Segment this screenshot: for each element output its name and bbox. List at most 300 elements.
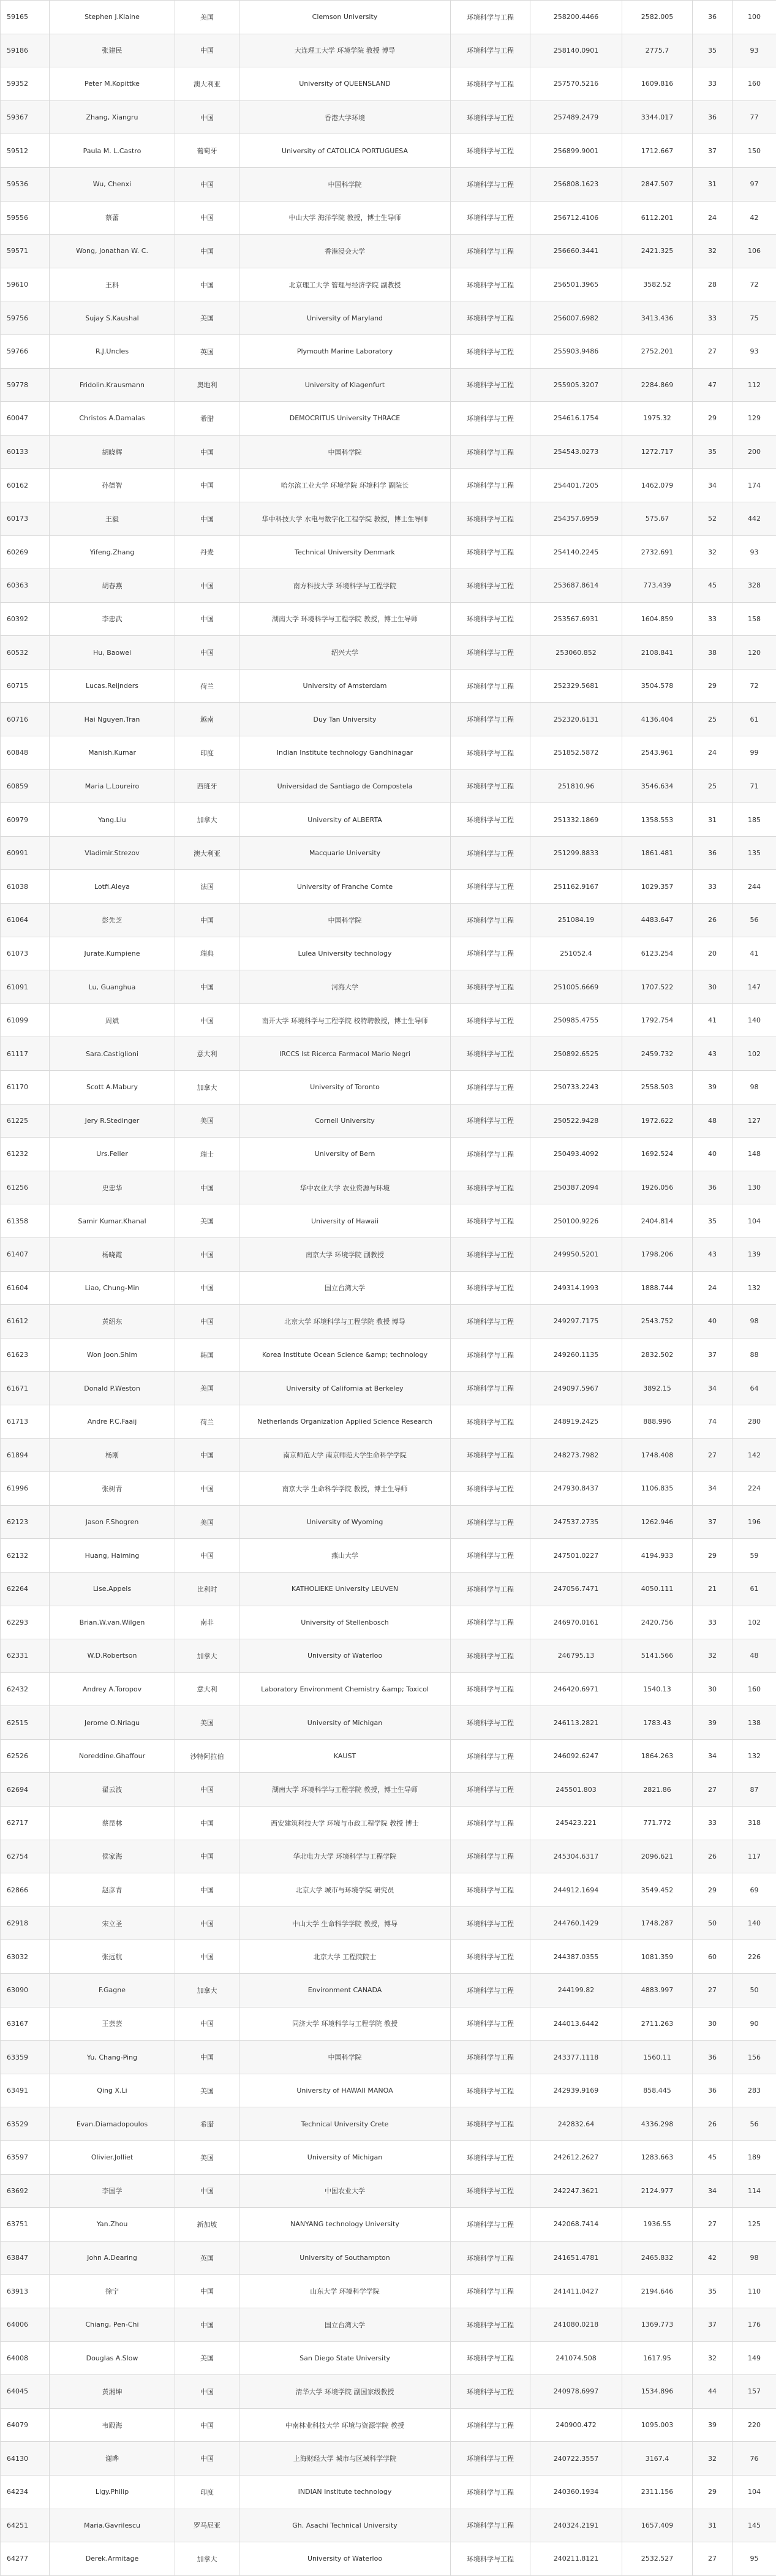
h-index-cell: 25 [693,769,733,803]
institution-cell: University of Waterloo [239,1639,451,1673]
table-row [1,1338,776,1372]
avg-citation-cell: 2194.646 [622,2275,693,2308]
country-cell: 中国 [175,636,239,670]
institution-cell: 中国科学院 [239,2041,451,2074]
institution-cell: Universidad de Santiago de Compostela [239,769,451,803]
rank-cell: 60979 [1,803,50,837]
field-cell: 环境科学与工程 [451,1539,530,1573]
h-index-cell: 35 [693,435,733,469]
avg-citation-cell: 6112.201 [622,201,693,235]
field-cell: 环境科学与工程 [451,1739,530,1773]
field-cell: 环境科学与工程 [451,1472,530,1506]
field-cell: 环境科学与工程 [451,1338,530,1372]
institution-cell: University of Waterloo [239,2542,451,2576]
h-index-cell: 24 [693,201,733,235]
avg-citation-cell: 1609.816 [622,67,693,101]
score-cell: 242612.2627 [530,2141,622,2175]
country-cell: 美国 [175,1706,239,1740]
score-cell: 244013.6442 [530,2007,622,2041]
country-cell: 中国 [175,2408,239,2442]
institution-cell: Technical University Denmark [239,535,451,569]
name-cell: Olivier.Jolliet [50,2141,175,2175]
field-cell: 环境科学与工程 [451,803,530,837]
papers-cell: 132 [733,1271,776,1305]
rank-cell: 63751 [1,2208,50,2242]
rank-cell: 59756 [1,301,50,335]
country-cell: 中国 [175,1237,239,1271]
name-cell: Scott A.Mabury [50,1071,175,1105]
papers-cell: 148 [733,1138,776,1171]
field-cell: 环境科学与工程 [451,569,530,603]
name-cell: Samir Kumar.Khanal [50,1204,175,1238]
name-cell: Douglas A.Slow [50,2341,175,2375]
country-cell: 法国 [175,870,239,904]
score-cell: 251299.8833 [530,836,622,870]
papers-cell: 56 [733,2107,776,2141]
rank-cell: 60133 [1,435,50,469]
field-cell: 环境科学与工程 [451,1940,530,1974]
institution-cell: 香港大学环境 [239,100,451,134]
avg-citation-cell: 1936.55 [622,2208,693,2242]
h-index-cell: 37 [693,2308,733,2341]
h-index-cell: 37 [693,1505,733,1539]
country-cell: 越南 [175,703,239,736]
table-row [1,235,776,268]
name-cell: 张远航 [50,1940,175,1974]
avg-citation-cell: 771.772 [622,1807,693,1840]
score-cell: 256808.1623 [530,167,622,201]
institution-cell: Cornell University [239,1104,451,1138]
field-cell: 环境科学与工程 [451,1438,530,1472]
institution-cell: 中国科学院 [239,904,451,937]
papers-cell: 90 [733,2007,776,2041]
score-cell: 253567.6931 [530,602,622,636]
name-cell: 王科 [50,268,175,301]
avg-citation-cell: 3344.017 [622,100,693,134]
country-cell: 加拿大 [175,1974,239,2008]
institution-cell: Netherlands Organization Applied Science Research [239,1405,451,1438]
rank-cell: 62754 [1,1840,50,1873]
field-cell: 环境科学与工程 [451,1405,530,1438]
table-row [1,402,776,436]
table-row [1,1071,776,1105]
field-cell: 环境科学与工程 [451,1505,530,1539]
field-cell: 环境科学与工程 [451,2375,530,2409]
h-index-cell: 26 [693,1840,733,1873]
table-row [1,2475,776,2509]
score-cell: 244912.1694 [530,1873,622,1907]
name-cell: Jery R.Stedinger [50,1104,175,1138]
score-cell: 242068.7414 [530,2208,622,2242]
name-cell: Hai Nguyen.Tran [50,703,175,736]
h-index-cell: 39 [693,1706,733,1740]
rank-cell: 59165 [1,1,50,34]
papers-cell: 102 [733,1606,776,1639]
country-cell: 南非 [175,1606,239,1639]
papers-cell: 76 [733,2442,776,2476]
papers-cell: 104 [733,2475,776,2509]
papers-cell: 160 [733,1672,776,1706]
name-cell: 周斌 [50,1003,175,1037]
rank-cell: 60047 [1,402,50,436]
ranking-table-body [1,1,776,2576]
institution-cell: NANYANG technology University [239,2208,451,2242]
country-cell: 瑞士 [175,1138,239,1171]
name-cell: Andre P.C.Faaij [50,1405,175,1438]
table-row [1,1271,776,1305]
field-cell: 环境科学与工程 [451,2475,530,2509]
h-index-cell: 50 [693,1906,733,1940]
avg-citation-cell: 1540.13 [622,1672,693,1706]
table-row [1,636,776,670]
score-cell: 251084.19 [530,904,622,937]
h-index-cell: 31 [693,167,733,201]
avg-citation-cell: 2821.86 [622,1773,693,1807]
papers-cell: 196 [733,1505,776,1539]
table-row [1,2241,776,2275]
papers-cell: 176 [733,2308,776,2341]
avg-citation-cell: 1748.287 [622,1906,693,1940]
institution-cell: 北京大学 环境科学与工程学院 教授 博导 [239,1305,451,1339]
score-cell: 240360.1934 [530,2475,622,2509]
name-cell: 胡春燕 [50,569,175,603]
field-cell: 环境科学与工程 [451,2442,530,2476]
field-cell: 环境科学与工程 [451,2509,530,2542]
papers-cell: 149 [733,2341,776,2375]
table-row [1,134,776,168]
score-cell: 247930.8437 [530,1472,622,1506]
avg-citation-cell: 1095.003 [622,2408,693,2442]
h-index-cell: 35 [693,34,733,67]
h-index-cell: 27 [693,1773,733,1807]
papers-cell: 71 [733,769,776,803]
country-cell: 澳大利亚 [175,836,239,870]
papers-cell: 135 [733,836,776,870]
score-cell: 254140.2245 [530,535,622,569]
rank-cell: 61604 [1,1271,50,1305]
field-cell: 环境科学与工程 [451,535,530,569]
country-cell: 中国 [175,1840,239,1873]
institution-cell: 大连理工大学 环境学院 教授 博导 [239,34,451,67]
country-cell: 中国 [175,201,239,235]
name-cell: Yang.Liu [50,803,175,837]
institution-cell: University of Wyoming [239,1505,451,1539]
rank-cell: 60269 [1,535,50,569]
field-cell: 环境科学与工程 [451,1606,530,1639]
institution-cell: University of Hawaii [239,1204,451,1238]
table-row [1,870,776,904]
table-row [1,1405,776,1438]
table-row [1,1572,776,1606]
name-cell: 黄绍东 [50,1305,175,1339]
name-cell: Vladimir.Strezov [50,836,175,870]
rank-cell: 62694 [1,1773,50,1807]
score-cell: 253687.8614 [530,569,622,603]
name-cell: 王毅 [50,502,175,535]
rank-cell: 61225 [1,1104,50,1138]
country-cell: 英国 [175,2241,239,2275]
table-row [1,167,776,201]
institution-cell: San Diego State University [239,2341,451,2375]
institution-cell: 同济大学 环境科学与工程学院 教授 [239,2007,451,2041]
avg-citation-cell: 1283.663 [622,2141,693,2175]
country-cell: 中国 [175,1940,239,1974]
institution-cell: 河海大学 [239,970,451,1004]
rank-cell: 60848 [1,736,50,770]
institution-cell: 南京大学 生命科学学院 教授，博士生导师 [239,1472,451,1506]
papers-cell: 72 [733,669,776,703]
h-index-cell: 28 [693,268,733,301]
field-cell: 环境科学与工程 [451,469,530,502]
institution-cell: 燕山大学 [239,1539,451,1573]
country-cell: 比利时 [175,1572,239,1606]
institution-cell: University of HAWAII MANOA [239,2074,451,2107]
papers-cell: 102 [733,1037,776,1071]
score-cell: 249097.5967 [530,1372,622,1405]
avg-citation-cell: 1692.524 [622,1138,693,1171]
institution-cell: University of Michigan [239,2141,451,2175]
table-row [1,2375,776,2409]
score-cell: 245423.221 [530,1807,622,1840]
avg-citation-cell: 2311.156 [622,2475,693,2509]
score-cell: 246970.0161 [530,1606,622,1639]
score-cell: 252329.5681 [530,669,622,703]
country-cell: 加拿大 [175,2542,239,2576]
field-cell: 环境科学与工程 [451,1672,530,1706]
country-cell: 美国 [175,301,239,335]
avg-citation-cell: 1975.32 [622,402,693,436]
field-cell: 环境科学与工程 [451,1840,530,1873]
papers-cell: 145 [733,2509,776,2542]
field-cell: 环境科学与工程 [451,235,530,268]
rank-cell: 64045 [1,2375,50,2409]
field-cell: 环境科学与工程 [451,2041,530,2074]
institution-cell: Plymouth Marine Laboratory [239,334,451,368]
country-cell: 中国 [175,435,239,469]
country-cell: 美国 [175,1,239,34]
papers-cell: 87 [733,1773,776,1807]
name-cell: 胡晓辉 [50,435,175,469]
rank-cell: 64079 [1,2408,50,2442]
country-cell: 罗马尼亚 [175,2509,239,2542]
h-index-cell: 41 [693,1003,733,1037]
h-index-cell: 34 [693,469,733,502]
field-cell: 环境科学与工程 [451,1873,530,1907]
country-cell: 西班牙 [175,769,239,803]
field-cell: 环境科学与工程 [451,1037,530,1071]
table-row [1,1906,776,1940]
table-row [1,1104,776,1138]
institution-cell: University of Southampton [239,2241,451,2275]
avg-citation-cell: 1534.896 [622,2375,693,2409]
score-cell: 250100.9226 [530,1204,622,1238]
name-cell: Wong, Jonathan W. C. [50,235,175,268]
score-cell: 249260.1135 [530,1338,622,1372]
institution-cell: 北京大学 工程院院士 [239,1940,451,1974]
avg-citation-cell: 2096.621 [622,1840,693,1873]
country-cell: 加拿大 [175,803,239,837]
h-index-cell: 30 [693,970,733,1004]
name-cell: Maria.Gavrilescu [50,2509,175,2542]
field-cell: 环境科学与工程 [451,2141,530,2175]
country-cell: 葡萄牙 [175,134,239,168]
table-row [1,1171,776,1204]
name-cell: Manish.Kumar [50,736,175,770]
country-cell: 中国 [175,1171,239,1204]
papers-cell: 106 [733,235,776,268]
field-cell: 环境科学与工程 [451,334,530,368]
papers-cell: 147 [733,970,776,1004]
rank-cell: 64008 [1,2341,50,2375]
name-cell: Maria L.Loureiro [50,769,175,803]
country-cell: 加拿大 [175,1071,239,1105]
score-cell: 248273.7982 [530,1438,622,1472]
h-index-cell: 32 [693,2341,733,2375]
name-cell: 宋立圣 [50,1906,175,1940]
avg-citation-cell: 1369.773 [622,2308,693,2341]
country-cell: 意大利 [175,1037,239,1071]
table-row [1,1773,776,1807]
papers-cell: 280 [733,1405,776,1438]
rank-cell: 59367 [1,100,50,134]
country-cell: 中国 [175,469,239,502]
score-cell: 241651.4781 [530,2241,622,2275]
avg-citation-cell: 1798.206 [622,1237,693,1271]
institution-cell: University of California at Berkeley [239,1372,451,1405]
rank-cell: 62293 [1,1606,50,1639]
avg-citation-cell: 2465.832 [622,2241,693,2275]
rank-cell: 63032 [1,1940,50,1974]
score-cell: 244760.1429 [530,1906,622,1940]
papers-cell: 97 [733,167,776,201]
field-cell: 环境科学与工程 [451,100,530,134]
rank-cell: 62866 [1,1873,50,1907]
papers-cell: 69 [733,1873,776,1907]
name-cell: Urs.Feller [50,1138,175,1171]
name-cell: Christos A.Damalas [50,402,175,436]
institution-cell: University of Toronto [239,1071,451,1105]
h-index-cell: 26 [693,904,733,937]
score-cell: 256007.6982 [530,301,622,335]
institution-cell: IRCCS Ist Ricerca Farmacol Mario Negri [239,1037,451,1071]
table-row [1,1706,776,1740]
h-index-cell: 34 [693,1372,733,1405]
institution-cell: 华北电力大学 环境科学与工程学院 [239,1840,451,1873]
country-cell: 澳大利亚 [175,67,239,101]
score-cell: 240722.3557 [530,2442,622,2476]
country-cell: 中国 [175,2308,239,2341]
papers-cell: 64 [733,1372,776,1405]
name-cell: 李忠武 [50,602,175,636]
field-cell: 环境科学与工程 [451,736,530,770]
rank-cell: 62123 [1,1505,50,1539]
avg-citation-cell: 2847.507 [622,167,693,201]
country-cell: 荷兰 [175,1405,239,1438]
score-cell: 240211.8121 [530,2542,622,2576]
rank-cell: 61117 [1,1037,50,1071]
field-cell: 环境科学与工程 [451,2174,530,2208]
institution-cell: University of Franche Comte [239,870,451,904]
score-cell: 246092.6247 [530,1739,622,1773]
score-cell: 252320.6131 [530,703,622,736]
h-index-cell: 27 [693,1974,733,2008]
score-cell: 256660.3441 [530,235,622,268]
rank-cell: 63692 [1,2174,50,2208]
papers-cell: 328 [733,569,776,603]
score-cell: 249297.7175 [530,1305,622,1339]
avg-citation-cell: 2558.503 [622,1071,693,1105]
table-row [1,301,776,335]
score-cell: 246420.6971 [530,1672,622,1706]
rank-cell: 60859 [1,769,50,803]
papers-cell: 160 [733,67,776,101]
avg-citation-cell: 6123.254 [622,937,693,970]
institution-cell: Laboratory Environment Chemistry &amp; Toxicol [239,1672,451,1706]
name-cell: Paula M. L.Castro [50,134,175,168]
table-row [1,201,776,235]
rank-cell: 59512 [1,134,50,168]
institution-cell: 国立台湾大学 [239,2308,451,2341]
h-index-cell: 24 [693,1271,733,1305]
institution-cell: Lulea University technology [239,937,451,970]
score-cell: 242832.64 [530,2107,622,2141]
score-cell: 244199.82 [530,1974,622,2008]
country-cell: 中国 [175,1305,239,1339]
avg-citation-cell: 888.996 [622,1405,693,1438]
name-cell: W.D.Robertson [50,1639,175,1673]
table-row [1,1204,776,1238]
table-row [1,803,776,837]
institution-cell: Duy Tan University [239,703,451,736]
rank-cell: 60716 [1,703,50,736]
avg-citation-cell: 3413.436 [622,301,693,335]
name-cell: 杨晓霞 [50,1237,175,1271]
country-cell: 中国 [175,2275,239,2308]
table-row [1,34,776,67]
name-cell: 谢晔 [50,2442,175,2476]
field-cell: 环境科学与工程 [451,502,530,535]
institution-cell: 北京理工大学 管理与经济学院 副教授 [239,268,451,301]
papers-cell: 157 [733,2375,776,2409]
name-cell: Hu, Baowei [50,636,175,670]
table-row [1,1940,776,1974]
field-cell: 环境科学与工程 [451,1773,530,1807]
papers-cell: 139 [733,1237,776,1271]
field-cell: 环境科学与工程 [451,1572,530,1606]
avg-citation-cell: 1358.553 [622,803,693,837]
papers-cell: 132 [733,1739,776,1773]
papers-cell: 142 [733,1438,776,1472]
field-cell: 环境科学与工程 [451,1807,530,1840]
h-index-cell: 36 [693,1171,733,1204]
avg-citation-cell: 3582.52 [622,268,693,301]
institution-cell: INDIAN Institute technology [239,2475,451,2509]
table-row [1,1372,776,1405]
h-index-cell: 52 [693,502,733,535]
field-cell: 环境科学与工程 [451,402,530,436]
institution-cell: 南开大学 环境科学与工程学院 校特聘教授，博士生导师 [239,1003,451,1037]
h-index-cell: 45 [693,2141,733,2175]
rank-cell: 61073 [1,937,50,970]
institution-cell: 中山大学 海洋学院 教授，博士生导师 [239,201,451,235]
h-index-cell: 21 [693,1572,733,1606]
country-cell: 加拿大 [175,1639,239,1673]
h-index-cell: 37 [693,1338,733,1372]
institution-cell: University of ALBERTA [239,803,451,837]
country-cell: 韩国 [175,1338,239,1372]
country-cell: 印度 [175,2475,239,2509]
h-index-cell: 74 [693,1405,733,1438]
